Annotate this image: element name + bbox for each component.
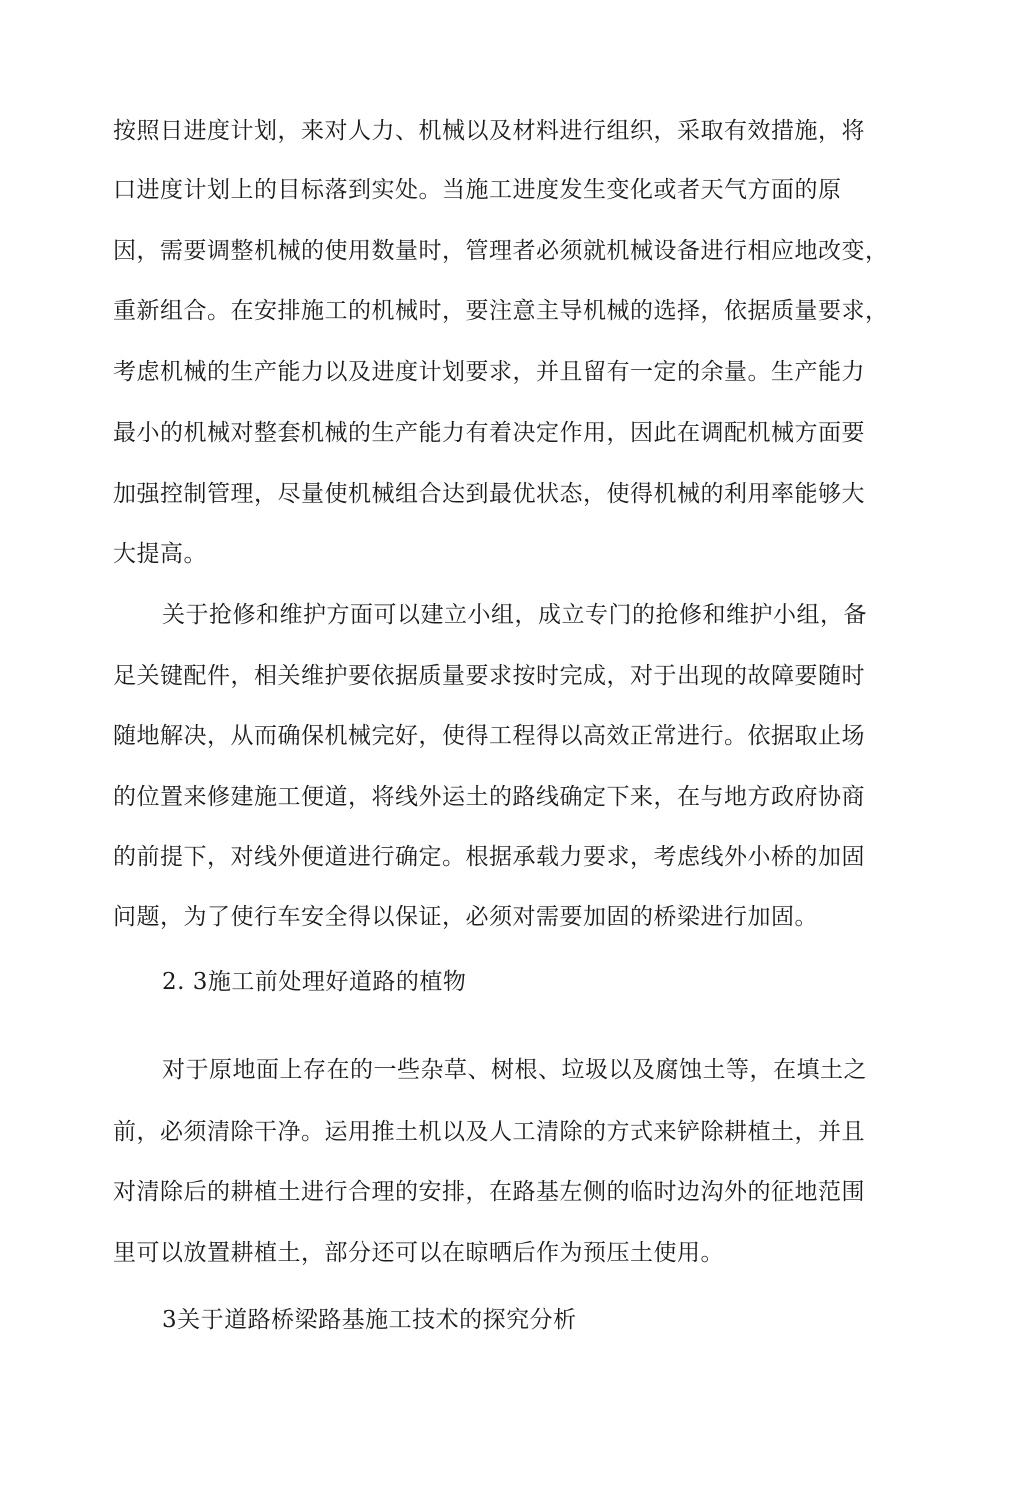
- paragraph-2-line-2: 足关键配件，相关维护要依据质量要求按时完成，对于出现的故障要随时: [113, 663, 865, 689]
- paragraph-1-line-8: 大提高。: [113, 541, 207, 567]
- paragraph-1-line-4: 重新组合。在安排施工的机械时，要注意主导机械的选择，依据质量要求，: [113, 298, 889, 324]
- paragraph-1-line-7: 加强控制管理，尽量使机械组合达到最优状态，使得机械的利用率能够大: [113, 481, 865, 507]
- paragraph-2-line-6: 问题，为了使行车安全得以保证，必须对需要加固的桥梁进行加固。: [113, 904, 818, 930]
- paragraph-1-line-5: 考虑机械的生产能力以及进度计划要求，并且留有一定的余量。生产能力: [113, 359, 865, 385]
- paragraph-3-line-4: 里可以放置耕植土，部分还可以在晾晒后作为预压土使用。: [113, 1240, 724, 1266]
- paragraph-3-line-1: 对于原地面上存在的一些杂草、树根、垃圾以及腐蚀土等，在填土之: [162, 1057, 867, 1083]
- paragraph-2-line-4: 的位置来修建施工便道，将线外运土的路线确定下来，在与地方政府协商: [113, 784, 865, 810]
- paragraph-1-line-1: 按照日进度计划，来对人力、机械以及材料进行组织，采取有效措施，将: [113, 118, 865, 144]
- section-heading-3: 3关于道路桥梁路基施工技术的探究分析: [162, 1307, 577, 1333]
- paragraph-3-line-3: 对清除后的耕植土进行合理的安排，在路基左侧的临时边沟外的征地范围: [113, 1179, 865, 1205]
- paragraph-2-line-5: 的前提下，对线外便道进行确定。根据承载力要求，考虑线外小桥的加固: [113, 844, 865, 870]
- paragraph-3-line-2: 前，必须清除干净。运用推土机以及人工清除的方式来铲除耕植土，并且: [113, 1119, 865, 1145]
- paragraph-1-line-2: 口进度计划上的目标落到实处。当施工进度发生变化或者天气方面的原: [113, 177, 842, 203]
- paragraph-1-line-3: 因，需要调整机械的使用数量时，管理者必须就机械设备进行相应地改变，: [113, 238, 889, 264]
- paragraph-2-line-1: 关于抢修和维护方面可以建立小组，成立专门的抢修和维护小组，备: [162, 602, 867, 628]
- section-heading-2-3: 2. 3施工前处理好道路的植物: [162, 969, 467, 995]
- paragraph-1-line-6: 最小的机械对整套机械的生产能力有着决定作用，因此在调配机械方面要: [113, 420, 865, 446]
- paragraph-2-line-3: 随地解决，从而确保机械完好，使得工程得以高效正常进行。依据取止场: [113, 723, 865, 749]
